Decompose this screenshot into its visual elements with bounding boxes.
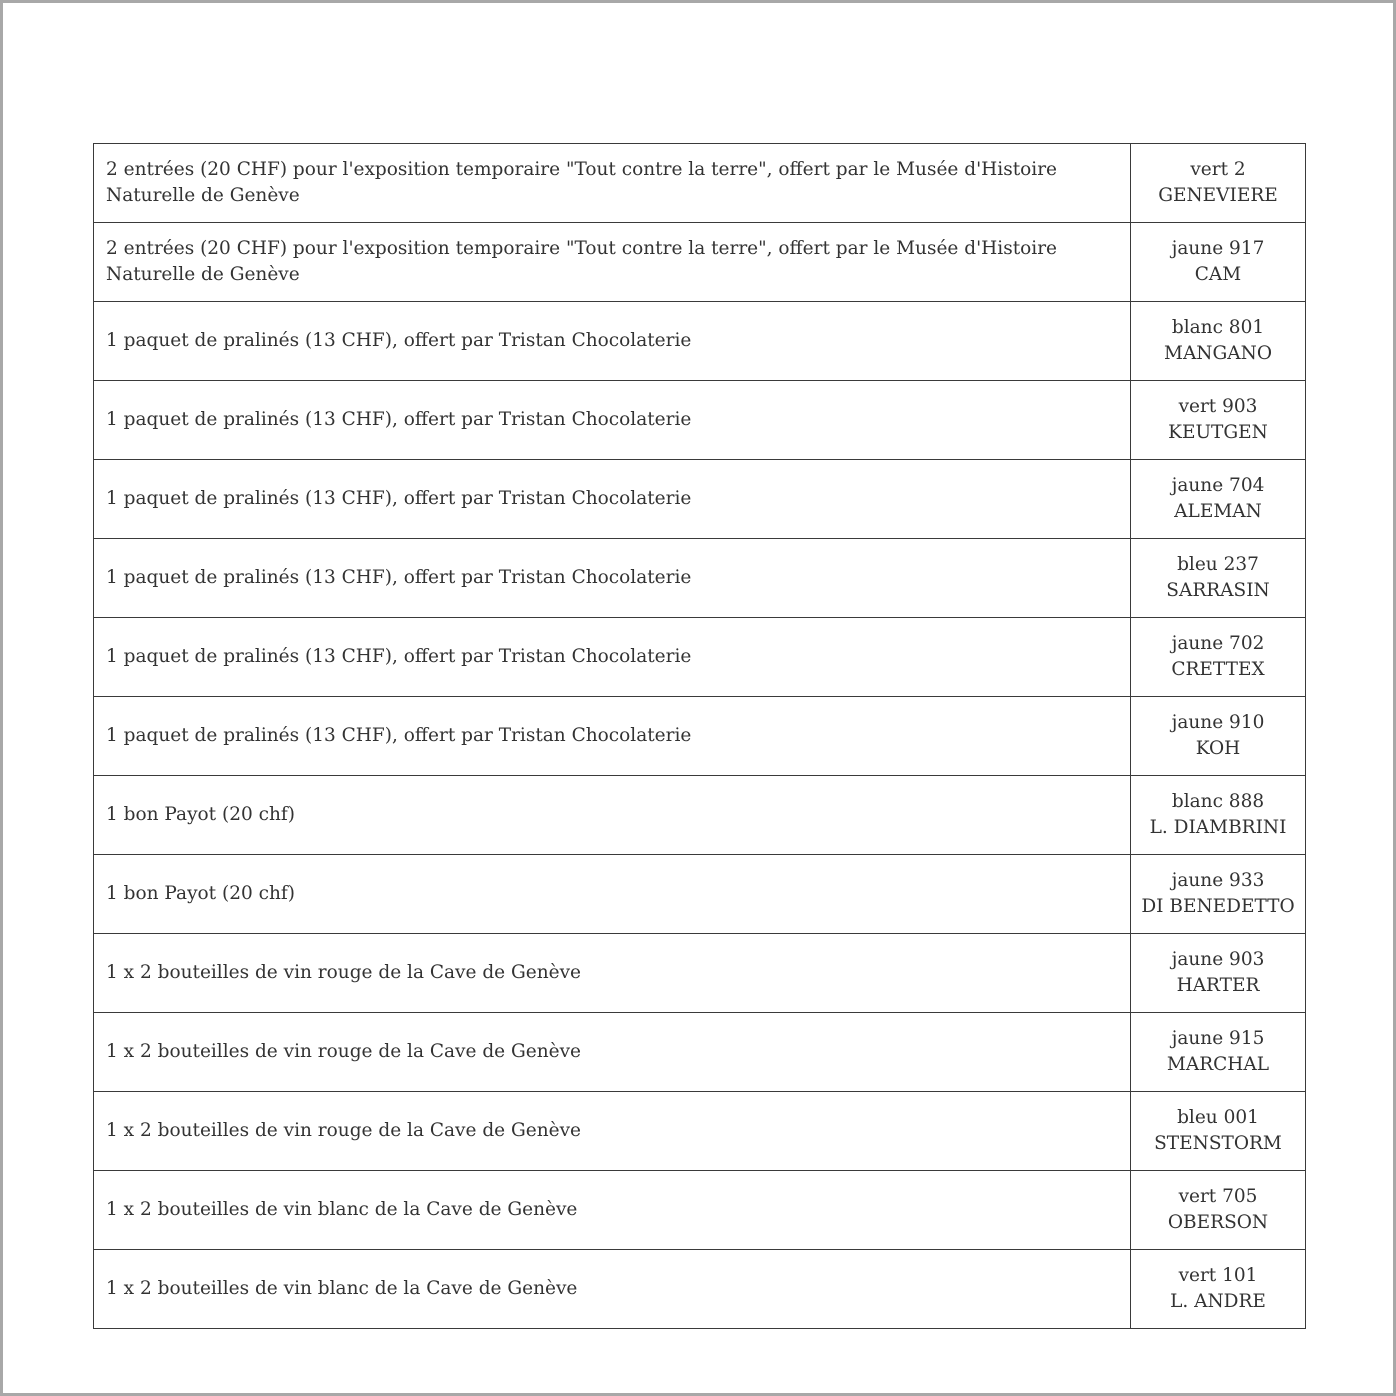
- ticket-number: jaune 917: [1171, 238, 1265, 259]
- winner-name: CRETTEX: [1171, 659, 1265, 680]
- table-row: [94, 855, 1306, 934]
- ticket-number: bleu 237: [1177, 554, 1259, 575]
- winner-cell: [1131, 1013, 1306, 1092]
- prize-table: [93, 143, 1306, 1329]
- winner-name: CAM: [1194, 264, 1242, 285]
- prize-description: 1 x 2 bouteilles de vin rouge de la Cave de Genève: [94, 934, 1131, 1013]
- winner-name: OBERSON: [1167, 1212, 1269, 1233]
- winner-name: HARTER: [1176, 975, 1260, 996]
- table-row: [94, 223, 1306, 302]
- prize-description: 2 entrées (20 CHF) pour l'exposition temporaire "Tout contre la terre", offert par le Musée d'Histoire Naturelle de Genève: [94, 144, 1131, 223]
- winner-name: MARCHAL: [1166, 1054, 1270, 1075]
- ticket-number: vert 101: [1178, 1265, 1258, 1286]
- ticket-number: blanc 888: [1171, 791, 1265, 812]
- table-row: [94, 1171, 1306, 1250]
- winner-name: KEUTGEN: [1168, 422, 1268, 443]
- table-row: [94, 1013, 1306, 1092]
- winner-name: L. ANDRE: [1170, 1291, 1266, 1312]
- prize-description: 1 paquet de pralinés (13 CHF), offert par Tristan Chocolaterie: [94, 381, 1131, 460]
- table-row: [94, 539, 1306, 618]
- table-row: [94, 697, 1306, 776]
- ticket-number: blanc 801: [1171, 317, 1265, 338]
- ticket-number: jaune 704: [1171, 475, 1265, 496]
- ticket-number: vert 903: [1178, 396, 1258, 417]
- prize-description: 1 x 2 bouteilles de vin blanc de la Cave de Genève: [94, 1171, 1131, 1250]
- winner-cell: [1131, 539, 1306, 618]
- prize-description: 1 paquet de pralinés (13 CHF), offert par Tristan Chocolaterie: [94, 460, 1131, 539]
- winner-cell: [1131, 934, 1306, 1013]
- winner-name: MANGANO: [1164, 343, 1272, 364]
- winner-cell: [1131, 855, 1306, 934]
- winner-name: KOH: [1195, 738, 1241, 759]
- table-row: [94, 460, 1306, 539]
- prize-description: 1 paquet de pralinés (13 CHF), offert par Tristan Chocolaterie: [94, 618, 1131, 697]
- ticket-number: bleu 001: [1177, 1107, 1259, 1128]
- winner-name: GENEVIERE: [1158, 185, 1278, 206]
- ticket-number: vert 2: [1190, 159, 1246, 180]
- prize-description: 2 entrées (20 CHF) pour l'exposition temporaire "Tout contre la terre", offert par le Musée d'Histoire Naturelle de Genève: [94, 223, 1131, 302]
- winner-cell: [1131, 776, 1306, 855]
- ticket-number: jaune 702: [1171, 633, 1265, 654]
- table-row: [94, 934, 1306, 1013]
- table-row: [94, 776, 1306, 855]
- prize-description: 1 paquet de pralinés (13 CHF), offert par Tristan Chocolaterie: [94, 302, 1131, 381]
- winner-cell: [1131, 460, 1306, 539]
- prize-description: 1 x 2 bouteilles de vin rouge de la Cave de Genève: [94, 1092, 1131, 1171]
- winner-name: STENSTORM: [1154, 1133, 1282, 1154]
- table-row: [94, 1092, 1306, 1171]
- winner-cell: [1131, 1171, 1306, 1250]
- table-row: [94, 144, 1306, 223]
- prize-description: 1 paquet de pralinés (13 CHF), offert par Tristan Chocolaterie: [94, 539, 1131, 618]
- winner-name: L. DIAMBRINI: [1149, 817, 1287, 838]
- winner-cell: [1131, 1092, 1306, 1171]
- prize-description: 1 paquet de pralinés (13 CHF), offert par Tristan Chocolaterie: [94, 697, 1131, 776]
- ticket-number: vert 705: [1178, 1186, 1258, 1207]
- winner-name: DI BENEDETTO: [1141, 896, 1295, 917]
- prize-description: 1 bon Payot (20 chf): [94, 855, 1131, 934]
- ticket-number: jaune 903: [1171, 949, 1265, 970]
- winner-cell: [1131, 697, 1306, 776]
- ticket-number: jaune 915: [1171, 1028, 1265, 1049]
- winner-cell: [1131, 144, 1306, 223]
- table-row: [94, 302, 1306, 381]
- winner-cell: [1131, 618, 1306, 697]
- prize-description: 1 x 2 bouteilles de vin blanc de la Cave de Genève: [94, 1250, 1131, 1329]
- prize-table-body: [94, 144, 1306, 1329]
- winner-name: ALEMAN: [1174, 501, 1262, 522]
- table-row: [94, 381, 1306, 460]
- winner-name: SARRASIN: [1166, 580, 1270, 601]
- winner-cell: [1131, 1250, 1306, 1329]
- winner-cell: [1131, 381, 1306, 460]
- prize-description: 1 x 2 bouteilles de vin rouge de la Cave de Genève: [94, 1013, 1131, 1092]
- ticket-number: jaune 933: [1171, 870, 1265, 891]
- prize-description: 1 bon Payot (20 chf): [94, 776, 1131, 855]
- winner-cell: [1131, 223, 1306, 302]
- table-row: [94, 618, 1306, 697]
- ticket-number: jaune 910: [1171, 712, 1265, 733]
- table-row: [94, 1250, 1306, 1329]
- winner-cell: [1131, 302, 1306, 381]
